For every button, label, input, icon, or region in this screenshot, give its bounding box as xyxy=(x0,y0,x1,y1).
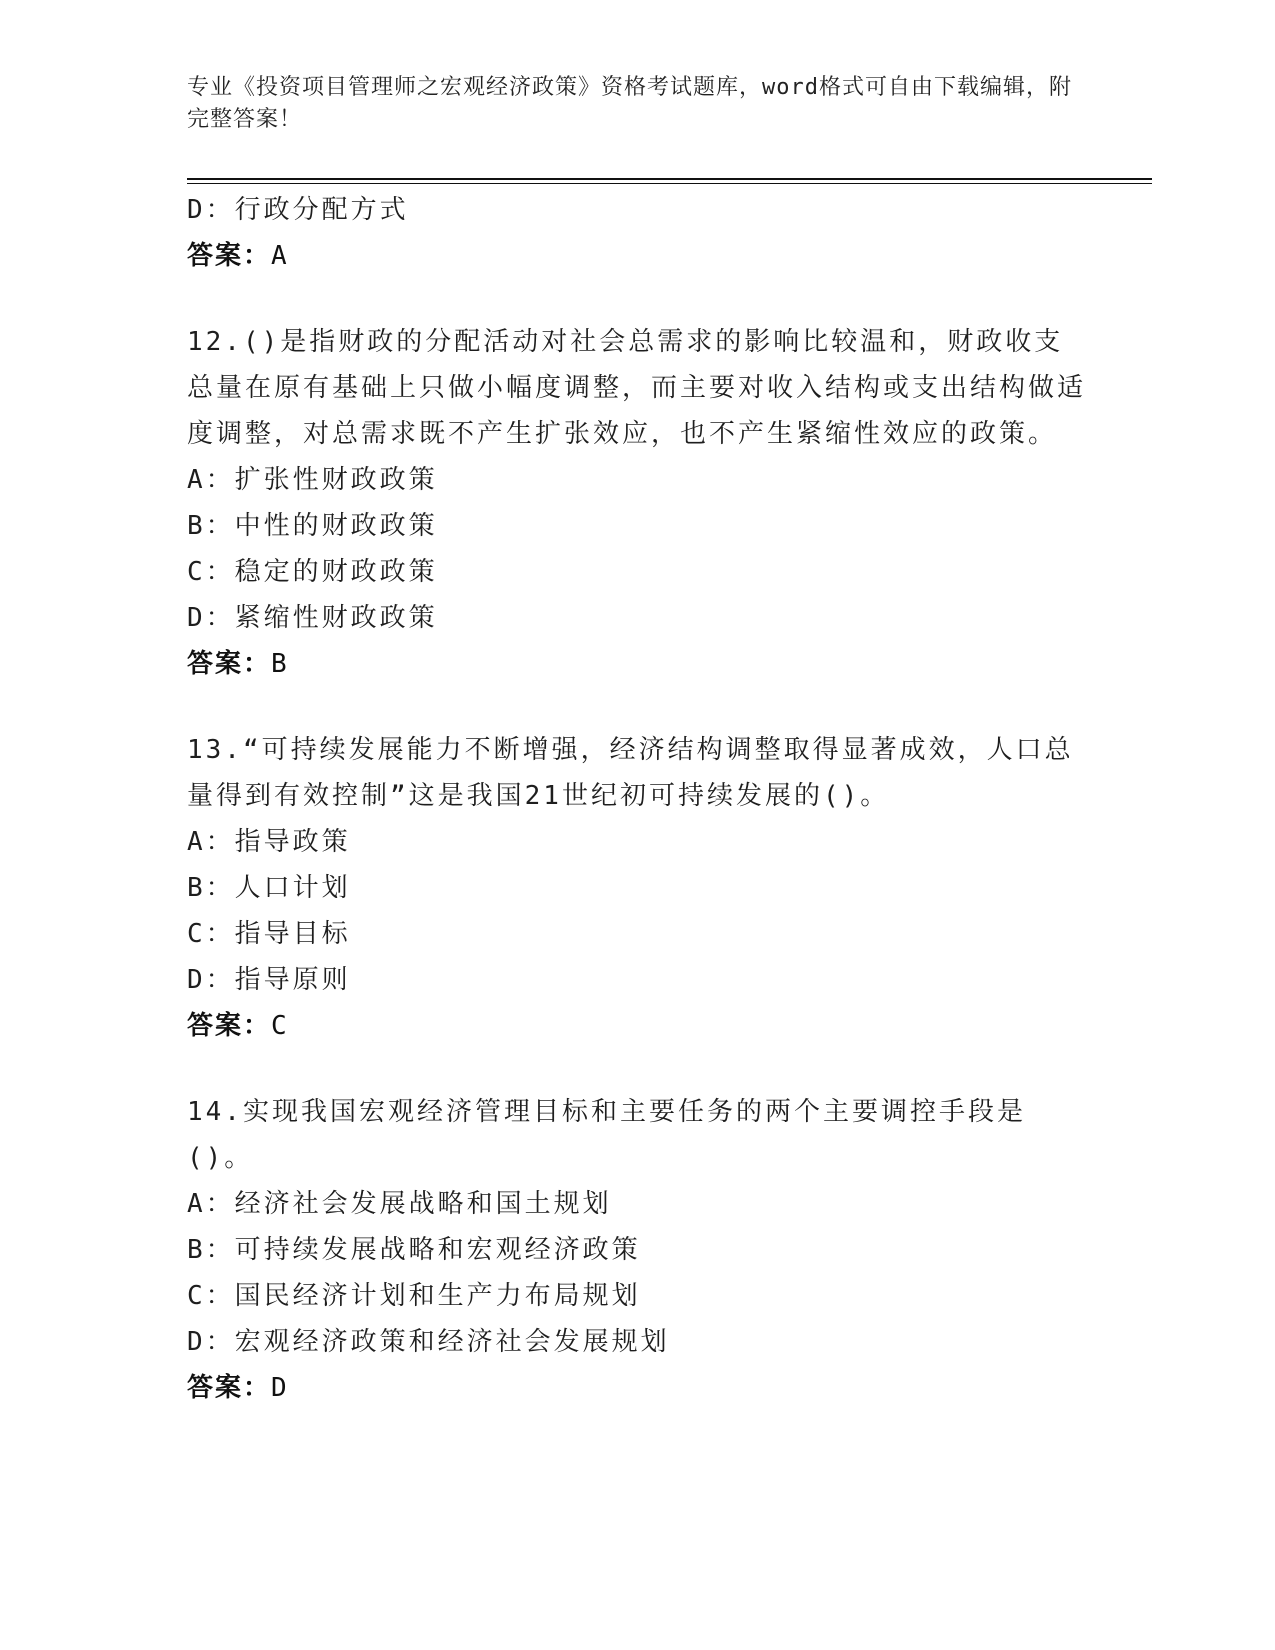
answer-value: C xyxy=(271,1011,289,1041)
question-12-option-d: D：紧缩性财政政策 xyxy=(187,603,438,633)
question-13-option-d: D：指导原则 xyxy=(187,965,351,995)
answer-label: 答案： xyxy=(187,1011,272,1041)
question-12-option-c: C：稳定的财政政策 xyxy=(187,557,438,587)
answer-value: B xyxy=(271,649,289,679)
question-13-option-b: B：人口计划 xyxy=(187,873,351,903)
question-13-option-a: A：指导政策 xyxy=(187,827,351,857)
spacer xyxy=(187,279,1087,319)
question-12-option-a: A：扩张性财政政策 xyxy=(187,465,438,495)
answer-value: D xyxy=(271,1373,289,1403)
question-content xyxy=(187,187,1087,1411)
question-14-option-a: A：经济社会发展战略和国土规划 xyxy=(187,1189,612,1219)
question-14-option-c: C：国民经济计划和生产力布局规划 xyxy=(187,1281,641,1311)
question-14-answer xyxy=(187,1365,1087,1411)
carryover-answer xyxy=(187,233,1087,279)
header-rule-thick xyxy=(187,178,1152,180)
answer-label: 答案： xyxy=(187,241,272,271)
question-12-option-b: B：中性的财政政策 xyxy=(187,511,438,541)
answer-value: A xyxy=(271,241,289,271)
question-14-option-b: B：可持续发展战略和宏观经济政策 xyxy=(187,1235,641,1265)
header-rule-thin xyxy=(187,183,1152,184)
question-13-stem: 13.“可持续发展能力不断增强，经济结构调整取得显著成效，人口总量得到有效控制”这是我国21世纪初可持续发展的()。 xyxy=(187,735,1074,811)
question-12-answer xyxy=(187,641,1087,687)
question-14-stem: 14.实现我国宏观经济管理目标和主要任务的两个主要调控手段是()。 xyxy=(187,1097,1026,1173)
question-13-answer xyxy=(187,1003,1087,1049)
answer-label: 答案： xyxy=(187,1373,272,1403)
question-13-option-c: C：指导目标 xyxy=(187,919,351,949)
question-12-stem: 12.()是指财政的分配活动对社会总需求的影响比较温和，财政收支总量在原有基础上只做小幅度调整，而主要对收入结构或支出结构做适度调整，对总需求既不产生扩张效应，也不产生紧缩性效应的政策。 xyxy=(187,327,1087,449)
answer-label: 答案： xyxy=(187,649,272,679)
spacer xyxy=(187,687,1087,727)
page-header: 专业《投资项目管理师之宏观经济政策》资格考试题库，word格式可自由下载编辑，附完整答案！ xyxy=(187,75,1072,132)
spacer xyxy=(187,1049,1087,1089)
carryover-option-d: D：行政分配方式 xyxy=(187,195,409,225)
question-14-option-d: D：宏观经济政策和经济社会发展规划 xyxy=(187,1327,670,1357)
